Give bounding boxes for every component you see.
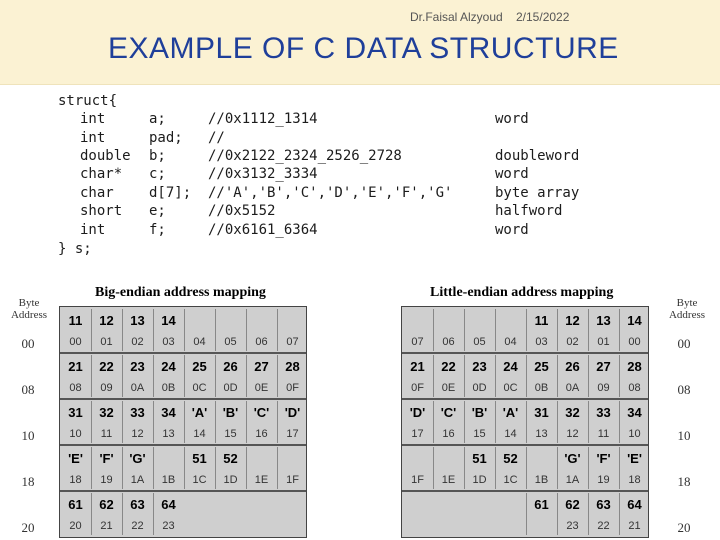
memory-byte-address: 0F [411, 382, 424, 394]
memory-byte-address: 23 [162, 520, 175, 532]
row-address: 20 [21, 520, 35, 535]
memory-byte-value: 31 [534, 405, 549, 420]
memory-byte-value: 22 [99, 359, 114, 374]
code-comment: //0x1112_1314 [208, 111, 318, 127]
memory-byte-address: 09 [597, 382, 610, 394]
memory-byte-value: 'G' [564, 451, 581, 466]
memory-byte-value: 64 [161, 497, 176, 512]
memory-byte-value: 61 [534, 497, 549, 512]
memory-byte-address: 1E [254, 474, 269, 486]
memory-byte-value: 32 [565, 405, 580, 420]
row-address: 00 [677, 336, 691, 351]
memory-byte-value: 14 [161, 313, 176, 328]
memory-byte-address: 06 [442, 336, 455, 348]
row-address: 00 [21, 336, 35, 351]
code-size: word [495, 166, 529, 182]
code-size: word [495, 222, 529, 238]
memory-byte-address: 19 [597, 474, 610, 486]
memory-byte-address: 1C [503, 474, 518, 486]
memory-byte-address: 0A [565, 382, 580, 394]
memory-byte-address: 12 [566, 428, 579, 440]
memory-byte-address: 15 [224, 428, 237, 440]
memory-byte-address: 08 [69, 382, 82, 394]
memory-byte-value: 28 [627, 359, 642, 374]
memory-byte-address: 02 [131, 336, 144, 348]
author-label: Dr.Faisal Alzyoud [410, 10, 503, 24]
code-size: word [495, 111, 529, 127]
memory-byte-address: 17 [411, 428, 424, 440]
memory-byte-value: 23 [472, 359, 487, 374]
code-name: c; [149, 166, 166, 182]
memory-byte-value: 23 [130, 359, 145, 374]
memory-byte-value: 25 [192, 359, 207, 374]
code-type: int [80, 111, 106, 127]
row-address: 10 [677, 428, 691, 443]
memory-byte-value: 34 [627, 405, 642, 420]
memory-byte-value: 14 [627, 313, 642, 328]
row-divider [60, 490, 306, 492]
struct-close: } s; [58, 241, 92, 257]
memory-byte-address: 1A [130, 474, 145, 486]
slide-title: EXAMPLE OF C DATA STRUCTURE [108, 32, 619, 65]
memory-byte-value: 'F' [99, 451, 114, 466]
row-divider [402, 444, 648, 446]
memory-byte-address: 0E [441, 382, 456, 394]
memory-byte-address: 05 [224, 336, 237, 348]
memory-byte-value: 'A' [191, 405, 208, 420]
byte-address-label-right: Byte Address [668, 297, 706, 321]
code-comment: //0x2122_2324_2526_2728 [208, 148, 402, 164]
memory-byte-value: 62 [99, 497, 114, 512]
memory-byte-value: 'C' [440, 405, 457, 420]
memory-byte-value: 13 [130, 313, 145, 328]
memory-byte-address: 04 [504, 336, 517, 348]
memory-byte-value: 61 [68, 497, 83, 512]
memory-byte-address: 1B [534, 474, 549, 486]
code-name: b; [149, 148, 166, 164]
little-endian-title: Little-endian address mapping [430, 285, 614, 300]
row-address: 08 [677, 382, 691, 397]
memory-byte-address: 10 [628, 428, 641, 440]
little-endian-grid [401, 306, 649, 538]
memory-byte-value: 'D' [284, 405, 301, 420]
row-divider [60, 352, 306, 354]
memory-byte-value: 51 [472, 451, 487, 466]
memory-byte-value: 25 [534, 359, 549, 374]
memory-byte-value: 11 [68, 313, 83, 328]
memory-byte-value: 63 [596, 497, 611, 512]
row-divider [402, 352, 648, 354]
memory-byte-value: 13 [596, 313, 611, 328]
memory-byte-address: 1D [472, 474, 487, 486]
memory-byte-address: 14 [193, 428, 206, 440]
memory-byte-value: 26 [223, 359, 238, 374]
code-name: e; [149, 203, 166, 219]
memory-byte-address: 10 [69, 428, 82, 440]
memory-byte-address: 1D [223, 474, 238, 486]
memory-byte-address: 17 [286, 428, 299, 440]
memory-byte-value: 52 [503, 451, 518, 466]
memory-byte-address: 03 [162, 336, 175, 348]
date-label: 2/15/2022 [516, 10, 570, 24]
memory-byte-value: 51 [192, 451, 207, 466]
memory-byte-value: 11 [534, 313, 549, 328]
memory-byte-address: 1E [441, 474, 456, 486]
code-name: a; [149, 111, 166, 127]
memory-byte-address: 00 [69, 336, 82, 348]
memory-byte-address: 0C [192, 382, 207, 394]
memory-byte-address: 1B [161, 474, 176, 486]
code-comment: // [208, 130, 225, 146]
memory-byte-address: 20 [69, 520, 82, 532]
code-type: int [80, 130, 106, 146]
memory-byte-address: 04 [193, 336, 206, 348]
memory-byte-address: 1F [286, 474, 299, 486]
memory-byte-value: 'C' [253, 405, 270, 420]
memory-byte-address: 0B [161, 382, 176, 394]
code-type: int [80, 222, 106, 238]
code-size: byte array [495, 185, 580, 201]
memory-byte-address: 06 [255, 336, 268, 348]
memory-byte-address: 07 [286, 336, 299, 348]
memory-byte-value: 'E' [627, 451, 642, 466]
code-comment: //0x3132_3334 [208, 166, 318, 182]
memory-byte-value: 34 [161, 405, 176, 420]
memory-byte-value: 32 [99, 405, 114, 420]
memory-byte-address: 09 [100, 382, 113, 394]
memory-byte-value: 'A' [502, 405, 519, 420]
memory-byte-value: 21 [68, 359, 83, 374]
big-endian-grid [59, 306, 307, 538]
memory-byte-address: 18 [69, 474, 82, 486]
memory-byte-address: 01 [100, 336, 113, 348]
memory-byte-address: 0C [503, 382, 518, 394]
memory-byte-value: 63 [130, 497, 145, 512]
code-size: doubleword [495, 148, 580, 164]
memory-byte-address: 14 [504, 428, 517, 440]
memory-byte-address: 18 [628, 474, 641, 486]
memory-byte-address: 21 [100, 520, 113, 532]
memory-byte-address: 19 [100, 474, 113, 486]
memory-byte-address: 01 [597, 336, 610, 348]
memory-byte-address: 0A [130, 382, 145, 394]
code-type: char* [80, 166, 123, 182]
memory-byte-address: 15 [473, 428, 486, 440]
row-divider [60, 444, 306, 446]
big-endian-title: Big-endian address mapping [95, 285, 266, 300]
memory-byte-address: 07 [411, 336, 424, 348]
memory-byte-value: 64 [627, 497, 642, 512]
memory-byte-address: 08 [628, 382, 641, 394]
row-divider [60, 398, 306, 400]
struct-open: struct{ [58, 93, 118, 109]
memory-byte-address: 0E [254, 382, 269, 394]
row-address: 18 [677, 474, 691, 489]
row-address: 10 [21, 428, 35, 443]
memory-byte-address: 13 [162, 428, 175, 440]
memory-byte-address: 13 [535, 428, 548, 440]
code-type: short [80, 203, 123, 219]
row-address: 20 [677, 520, 691, 535]
memory-byte-address: 0D [223, 382, 238, 394]
memory-byte-address: 0F [286, 382, 299, 394]
memory-byte-address: 0D [472, 382, 487, 394]
row-address: 18 [21, 474, 35, 489]
code-name: d[7]; [149, 185, 192, 201]
code-type: double [80, 148, 131, 164]
memory-byte-value: 27 [596, 359, 611, 374]
code-name: f; [149, 222, 166, 238]
memory-byte-address: 00 [628, 336, 641, 348]
byte-address-label-left: Byte Address [10, 297, 48, 321]
memory-byte-value: 62 [565, 497, 580, 512]
memory-byte-value: 33 [596, 405, 611, 420]
memory-byte-value: 'B' [471, 405, 488, 420]
memory-byte-address: 16 [255, 428, 268, 440]
code-name: pad; [149, 130, 183, 146]
row-divider [402, 398, 648, 400]
memory-byte-address: 0B [534, 382, 549, 394]
row-address: 08 [21, 382, 35, 397]
row-divider [402, 490, 648, 492]
memory-byte-value: 24 [161, 359, 176, 374]
memory-byte-value: 'D' [409, 405, 426, 420]
memory-byte-value: 21 [410, 359, 425, 374]
memory-byte-address: 11 [100, 428, 113, 440]
memory-byte-address: 05 [473, 336, 486, 348]
memory-byte-value: 'G' [129, 451, 146, 466]
memory-byte-value: 33 [130, 405, 145, 420]
code-comment: //0x5152 [208, 203, 276, 219]
memory-byte-address: 23 [566, 520, 579, 532]
memory-byte-value: 31 [68, 405, 83, 420]
memory-byte-address: 11 [597, 428, 610, 440]
memory-byte-value: 24 [503, 359, 518, 374]
memory-byte-value: 12 [99, 313, 114, 328]
memory-byte-value: 'F' [596, 451, 611, 466]
code-size: halfword [495, 203, 563, 219]
memory-byte-value: 'B' [222, 405, 239, 420]
memory-byte-value: 22 [441, 359, 456, 374]
memory-byte-address: 21 [628, 520, 641, 532]
memory-byte-value: 12 [565, 313, 580, 328]
memory-byte-address: 02 [566, 336, 579, 348]
code-comment: //'A','B','C','D','E','F','G' [208, 185, 453, 201]
memory-byte-address: 1A [565, 474, 580, 486]
memory-byte-value: 52 [223, 451, 238, 466]
memory-byte-value: 28 [285, 359, 300, 374]
memory-byte-address: 12 [131, 428, 144, 440]
memory-byte-address: 22 [597, 520, 610, 532]
code-comment: //0x6161_6364 [208, 222, 318, 238]
memory-byte-value: 'E' [68, 451, 83, 466]
memory-byte-address: 22 [131, 520, 144, 532]
code-type: char [80, 185, 114, 201]
memory-byte-address: 03 [535, 336, 548, 348]
memory-byte-value: 26 [565, 359, 580, 374]
memory-byte-value: 27 [254, 359, 269, 374]
memory-byte-address: 1F [411, 474, 424, 486]
memory-byte-address: 16 [442, 428, 455, 440]
memory-byte-address: 1C [192, 474, 207, 486]
